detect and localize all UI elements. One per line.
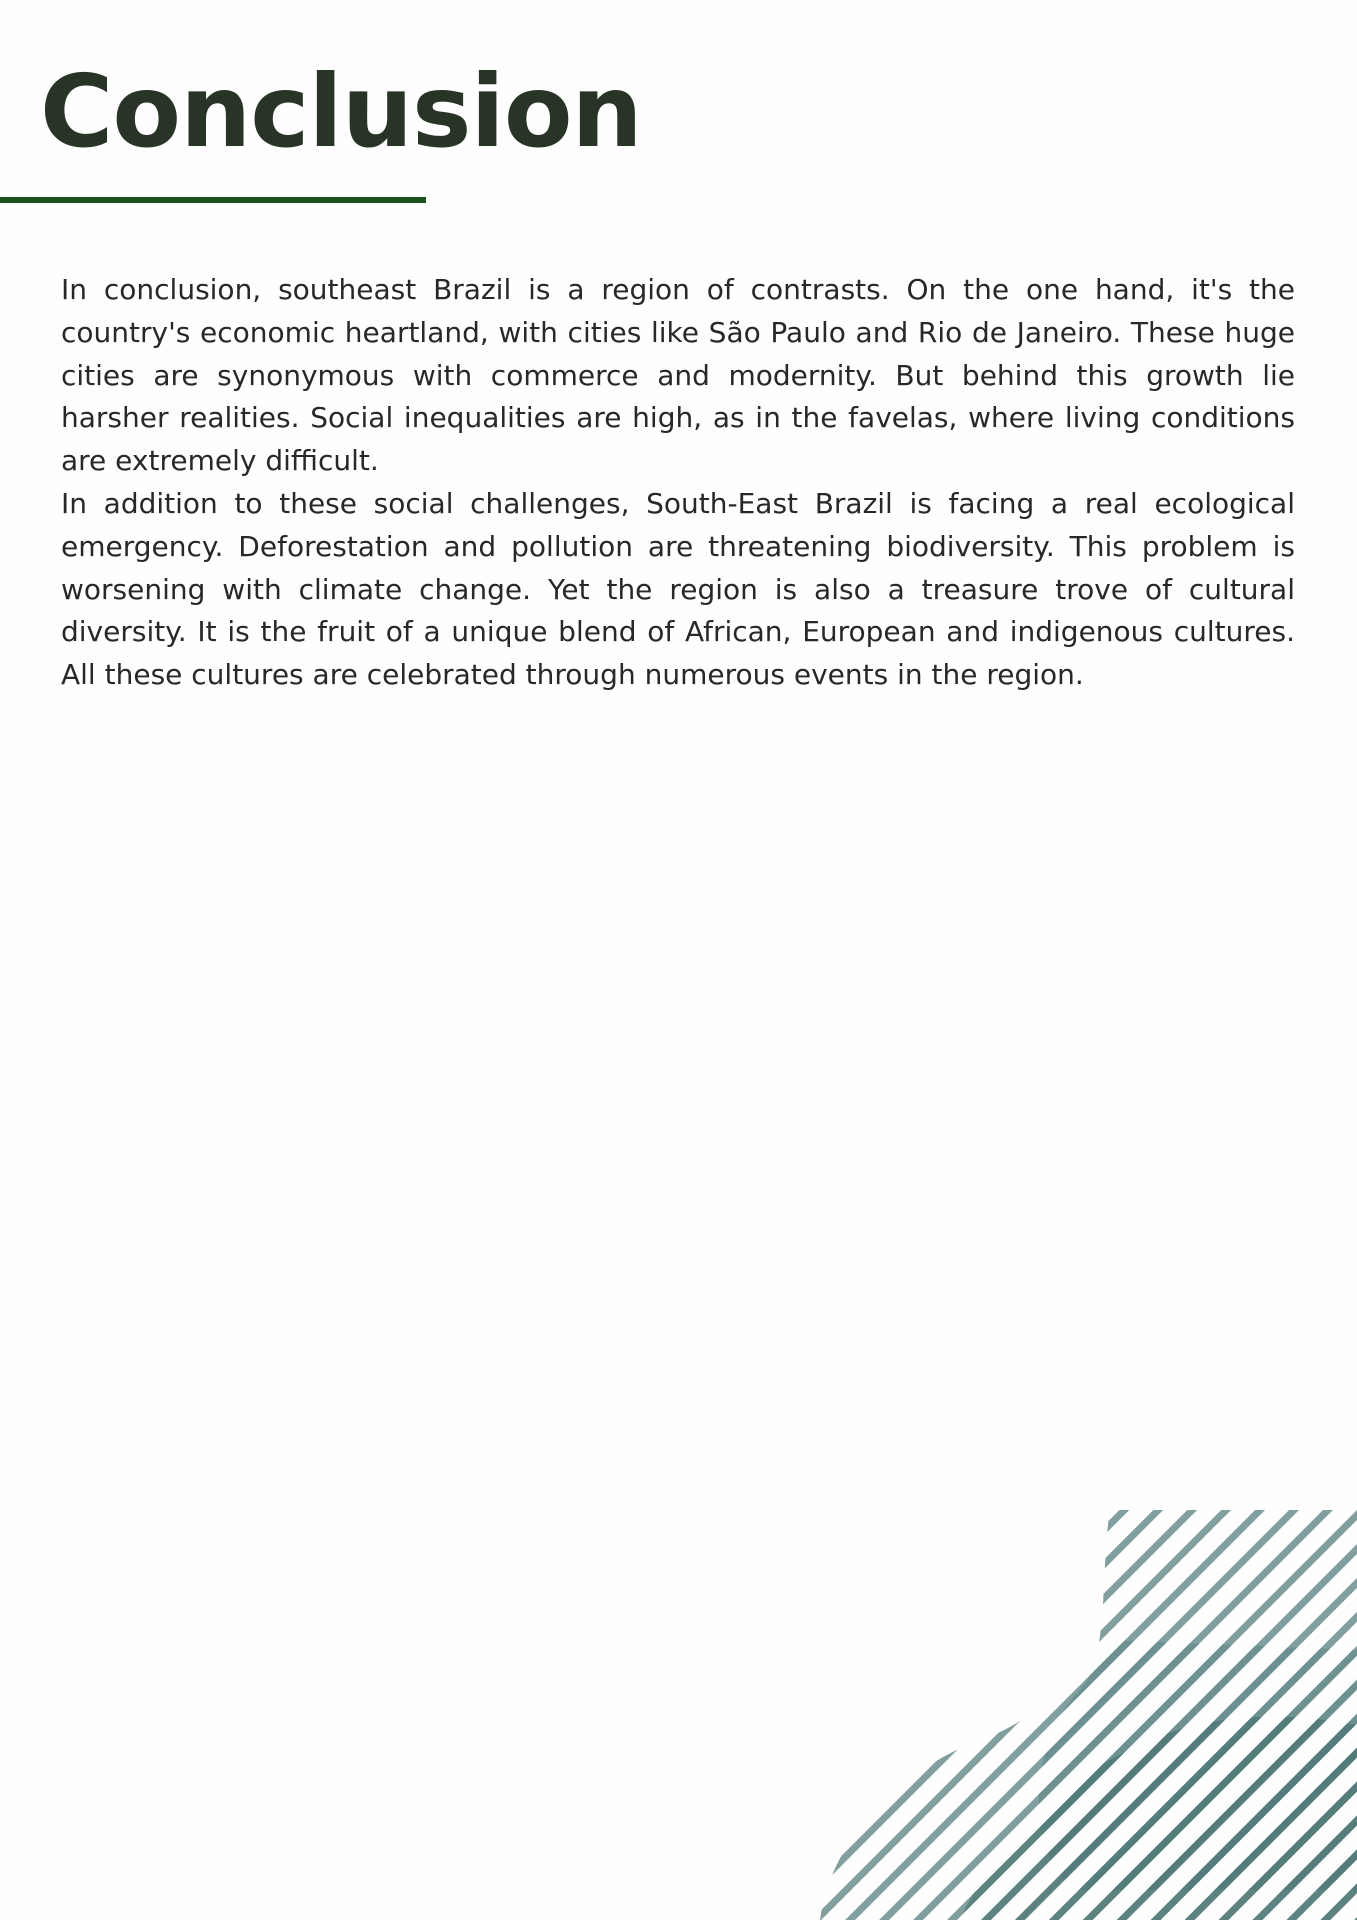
title-underline — [0, 197, 426, 203]
diagonal-stripes-decoration — [780, 1510, 1357, 1920]
paragraph-1: In conclusion, southeast Brazil is a region of contrasts. On the one hand, it's the country's economic heartland, with cities like São Paulo and Rio de Janeiro. These huge cities are synonymous with commerce and modernity. But behind this growth lie harsher realities. Social inequalities are high, as in the favelas, where living conditions are extremely difficult. — [61, 273, 1295, 478]
conclusion-text — [61, 269, 1295, 697]
paragraph-2: In addition to these social challenges, South-East Brazil is facing a real ecological emergency. Deforestation and pollution are threatening biodiversity. This problem is worsening with climate change. Yet the region is also a treasure trove of cultural diversity. It is the fruit of a unique blend of African, European and indigenous cultures. All these cultures are celebrated through numerous events in the region. — [61, 486, 1295, 692]
page-title: Conclusion — [40, 53, 642, 170]
